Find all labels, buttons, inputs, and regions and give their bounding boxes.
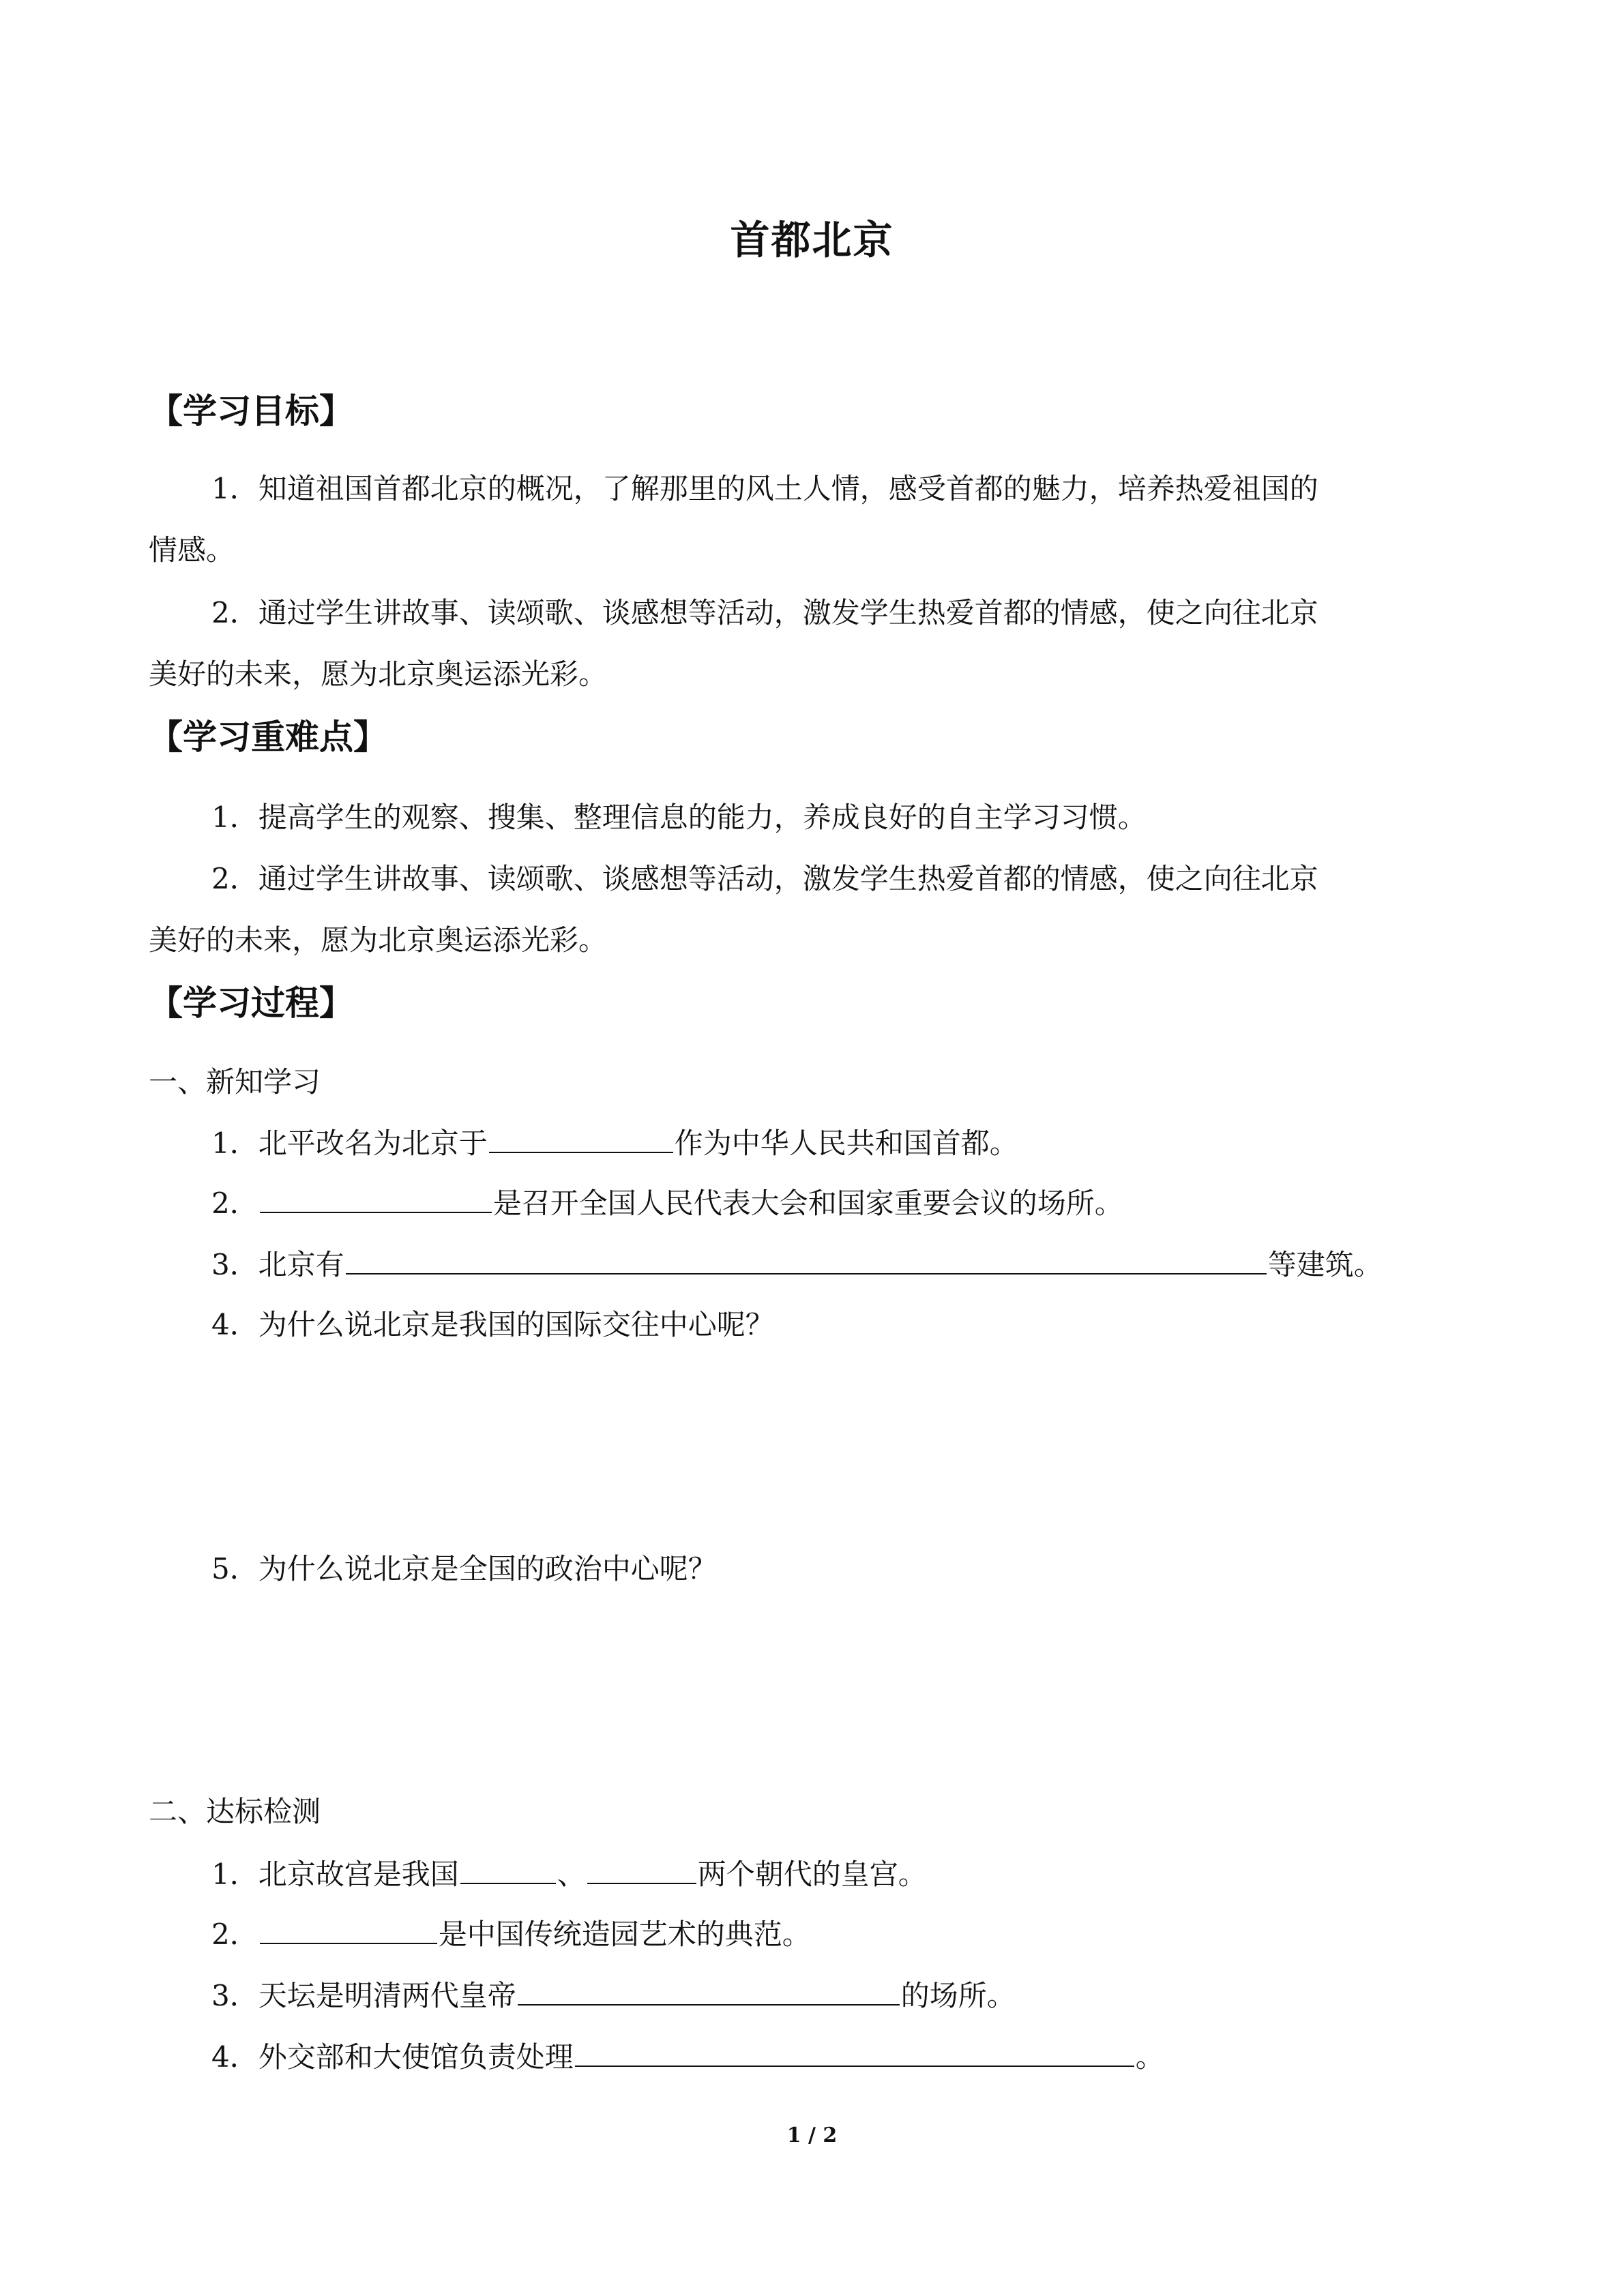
part2-question-1 xyxy=(211,1853,927,1896)
document-title: 首都北京 xyxy=(730,217,894,263)
part2-label: 二、达标检测 xyxy=(149,1795,321,1828)
p2q4-text-after: 。 xyxy=(1135,2040,1164,2074)
part2-question-2 xyxy=(211,1913,811,1956)
goal-2-line-2: 美好的未来，愿为北京奥运添光彩。 xyxy=(149,657,608,691)
answer-blank[interactable] xyxy=(260,1184,492,1213)
answer-blank[interactable] xyxy=(587,1855,696,1884)
key-points-heading: 【学习重难点】 xyxy=(149,717,387,757)
q2-text-before: 2． xyxy=(211,1187,259,1220)
part1-question-5: 5．为什么说北京是全国的政治中心呢？ xyxy=(211,1552,717,1585)
answer-blank[interactable] xyxy=(346,1246,1267,1274)
p2q4-text-before: 4．外交部和大使馆负责处理 xyxy=(211,2040,574,2074)
goals-heading: 【学习目标】 xyxy=(149,391,353,431)
part1-question-3 xyxy=(211,1244,1383,1286)
key-point-2-line-1: 2．通过学生讲故事、读颂歌、谈感想等活动，激发学生热爱首都的情感，使之向往北京 xyxy=(211,862,1318,895)
p2q1-text-after: 两个朝代的皇宫。 xyxy=(697,1858,927,1891)
p2q2-text-before: 2． xyxy=(211,1918,259,1951)
goal-1-line-1: 1．知道祖国首都北京的概况，了解那里的风土人情，感受首都的魅力，培养热爱祖国的 xyxy=(211,472,1318,505)
answer-blank[interactable] xyxy=(575,2038,1134,2067)
part1-question-4: 4．为什么说北京是我国的国际交往中心呢？ xyxy=(211,1308,774,1341)
answer-blank[interactable] xyxy=(518,1977,900,2006)
part1-question-1 xyxy=(211,1122,1018,1165)
q1-text-after: 作为中华人民共和国首都。 xyxy=(674,1127,1018,1160)
answer-blank[interactable] xyxy=(260,1915,437,1944)
p2q1-text-before: 1．北京故宫是我国 xyxy=(211,1858,459,1891)
q3-text-before: 3．北京有 xyxy=(211,1248,344,1281)
q1-text-before: 1．北平改名为北京于 xyxy=(211,1127,488,1160)
answer-blank[interactable] xyxy=(460,1855,556,1884)
p2q3-text-before: 3．天坛是明清两代皇帝 xyxy=(211,1979,516,2012)
answer-blank[interactable] xyxy=(489,1124,673,1153)
key-point-1: 1．提高学生的观察、搜集、整理信息的能力，养成良好的自主学习习惯。 xyxy=(211,801,1147,834)
q2-text-after: 是召开全国人民代表大会和国家重要会议的场所。 xyxy=(492,1187,1123,1220)
page-number: 1 / 2 xyxy=(786,2123,838,2147)
q3-text-after: 等建筑。 xyxy=(1267,1248,1383,1281)
part1-question-2 xyxy=(211,1182,1123,1225)
part2-question-4 xyxy=(211,2036,1164,2078)
goal-2-line-1: 2．通过学生讲故事、读颂歌、谈感想等活动，激发学生热爱首都的情感，使之向往北京 xyxy=(211,596,1318,629)
p2q1-text-middle: 、 xyxy=(557,1858,586,1891)
p2q2-text-after: 是中国传统造园艺术的典范。 xyxy=(438,1918,811,1951)
p2q3-text-after: 的场所。 xyxy=(900,1979,1016,2012)
process-heading: 【学习过程】 xyxy=(149,983,353,1023)
key-point-2-line-2: 美好的未来，愿为北京奥运添光彩。 xyxy=(149,923,608,957)
goal-1-line-2: 情感。 xyxy=(149,533,235,567)
part2-question-3 xyxy=(211,1975,1016,2017)
part1-label: 一、新知学习 xyxy=(149,1065,321,1099)
